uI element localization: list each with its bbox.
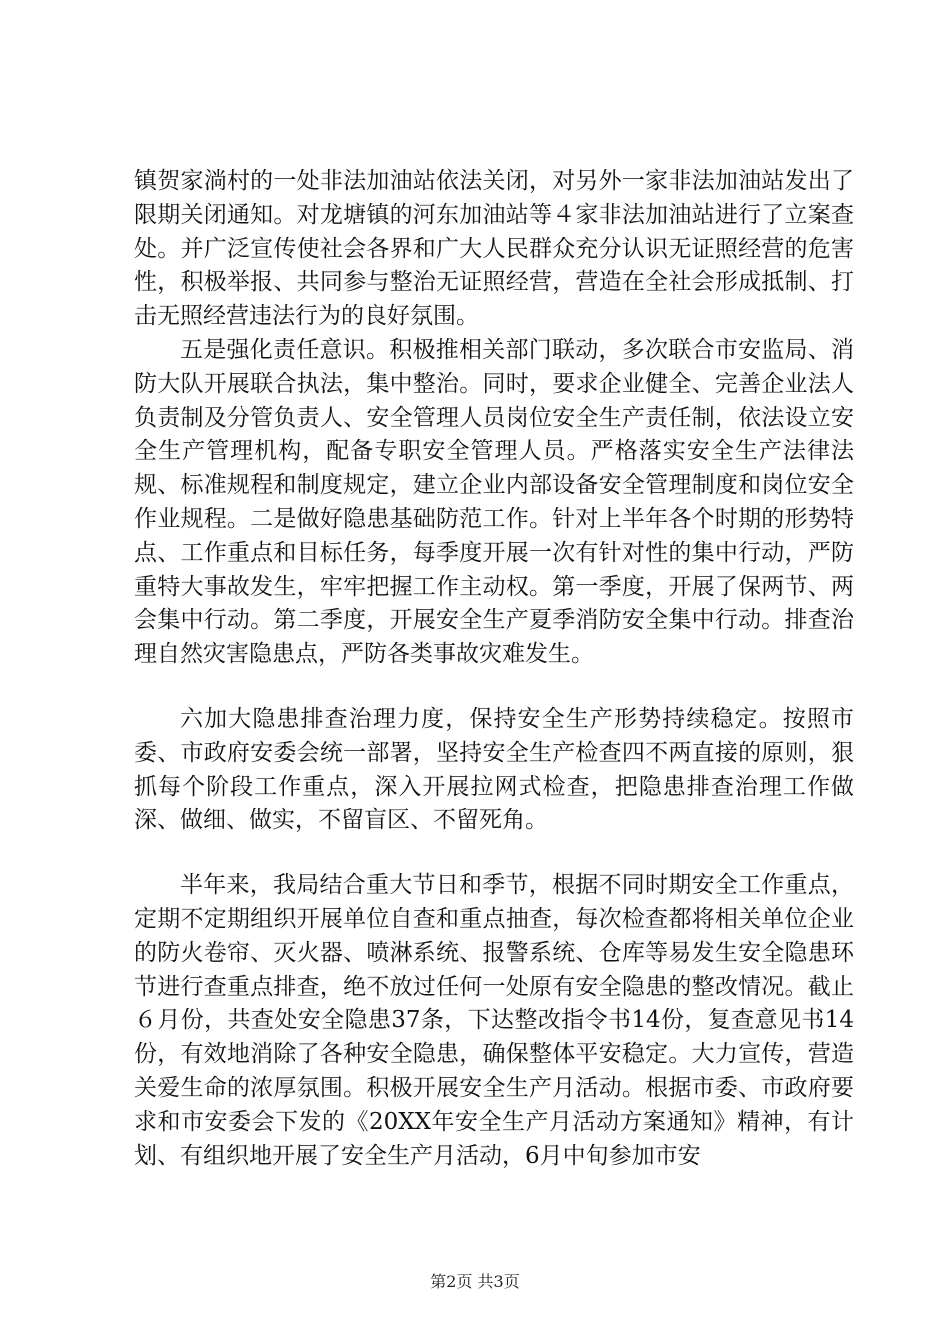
- paragraph-hazard-inspection: 六加大隐患排查治理力度，保持安全生产形势持续稳定。按照市委、市政府安委会统一部署，坚持安全生产检查四不两直接的原则，狠抓每个阶段工作重点，深入开展拉网式检查，把隐患排查治理工作做深、做细、做实，不留盲区、不留死角。: [134, 705, 854, 834]
- paragraph-continuation: 镇贺家淌村的一处非法加油站依法关闭，对另外一家非法加油站发出了限期关闭通知。对龙塘镇的河东加油站等４家非法加油站进行了立案查处。并广泛宣传使社会各界和广大人民群众充分认识无证照经营的危害性，积极举报、共同参与整治无证照经营，营造在全社会形成抵制、打击无照经营违法行为的良好氛围。: [134, 168, 854, 330]
- paragraph-responsibility: 五是强化责任意识。积极推相关部门联动，多次联合市安监局、消防大队开展联合执法，集中整治。同时，要求企业健全、完善企业法人负责制及分管负责人、安全管理人员岗位安全生产责任制，依法设立安全生产管理机构，配备专职安全管理人员。严格落实安全生产法律法规、标准规程和制度规定，建立企业内部设备安全管理制度和岗位安全作业规程。二是做好隐患基础防范工作。针对上半年各个时期的形势特点、工作重点和目标任务，每季度开展一次有针对性的集中行动，严防重特大事故发生，牢牢把握工作主动权。第一季度，开展了保两节、两会集中行动。第二季度，开展安全生产夏季消防安全集中行动。排查治理自然灾害隐患点，严防各类事故灾难发生。: [134, 336, 854, 668]
- document-body: [134, 165, 854, 1173]
- page-footer: 第2页 共3页: [430, 1272, 520, 1291]
- paragraph-half-year-summary: 半年来，我局结合重大节日和季节，根据不同时期安全工作重点，定期不定期组织开展单位自查和重点抽查，每次检查都将相关单位企业的防火卷帘、灭火器、喷淋系统、报警系统、仓库等易发生安全隐患环节进行查重点排查，绝不放过任何一处原有安全隐患的整改情况。截止６月份，共查处安全隐患37条，下达整改指令书14份，复查意见书14份，有效地消除了各种安全隐患，确保整体平安稳定。大力宣传，营造关爱生命的浓厚氛围。积极开展安全生产月活动。根据市委、市政府要求和市安委会下发的《20XX年安全生产月活动方案通知》精神，有计划、有组织地开展了安全生产月活动，6月中旬参加市安: [134, 872, 854, 1169]
